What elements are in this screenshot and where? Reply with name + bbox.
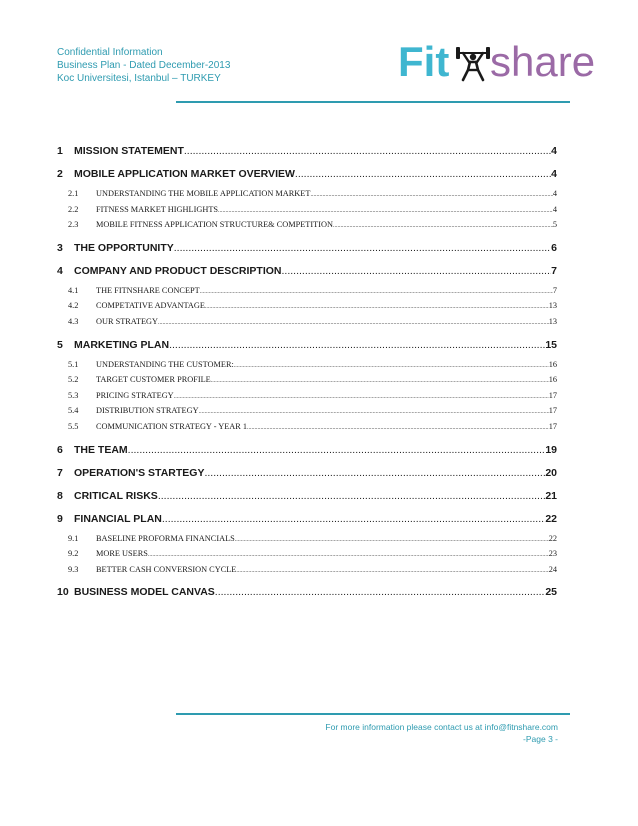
toc-entry-title: CRITICAL RISKS xyxy=(74,489,158,502)
toc-entry-number: 9.1 xyxy=(68,533,79,543)
toc-entry-number: 2.2 xyxy=(68,204,79,214)
toc-dot-leader xyxy=(158,316,549,332)
toc-entry-number: 4 xyxy=(57,264,63,277)
logo-share-text: share xyxy=(490,38,596,85)
toc-entry-page: 19 xyxy=(545,443,557,456)
header-line-business-plan: Business Plan - Dated December-2013 xyxy=(57,60,231,71)
toc-dot-leader xyxy=(200,285,553,301)
toc-entry-page: 7 xyxy=(551,264,557,277)
toc-entry-page: 21 xyxy=(545,489,557,502)
table-of-contents xyxy=(57,143,557,600)
toc-entry-page: 13 xyxy=(548,316,557,326)
toc-entry-page: 24 xyxy=(548,564,557,574)
toc-dot-leader xyxy=(169,337,545,353)
toc-entry-number: 4.1 xyxy=(68,285,79,295)
toc-entry-title: MISSION STATEMENT xyxy=(74,145,184,157)
toc-subentry[interactable] xyxy=(57,546,557,562)
toc-dot-leader xyxy=(211,374,549,390)
toc-entry-title: DISTRIBUTION STRATEGY xyxy=(96,406,199,416)
toc-entry-title: FINANCIAL PLAN xyxy=(74,512,162,525)
toc-entry-number: 5.1 xyxy=(68,359,79,369)
toc-dot-leader xyxy=(281,263,551,279)
toc-entry[interactable] xyxy=(57,337,557,353)
toc-dot-leader xyxy=(162,511,545,527)
toc-entry-page: 4 xyxy=(552,189,557,198)
toc-entry-page: 22 xyxy=(545,512,557,525)
toc-subentry[interactable] xyxy=(57,202,557,218)
toc-entry-page: 4 xyxy=(551,145,557,157)
header-divider xyxy=(176,101,570,103)
toc-entry-title: BASELINE PROFORMA FINANCIALS xyxy=(96,533,235,543)
toc-entry-page: 5 xyxy=(552,220,557,230)
toc-entry-number: 9.2 xyxy=(68,549,79,559)
toc-entry[interactable] xyxy=(57,584,557,600)
toc-subentry[interactable] xyxy=(57,186,557,202)
toc-entry-number: 1 xyxy=(57,145,63,157)
header-line-confidential: Confidential Information xyxy=(57,47,163,58)
toc-entry-title: BETTER CASH CONVERSION CYCLE xyxy=(96,564,237,574)
toc-entry-number: 6 xyxy=(57,443,63,456)
fitnshare-logo xyxy=(398,38,598,86)
toc-entry-title: COMPANY AND PRODUCT DESCRIPTION xyxy=(74,264,282,277)
page-number: -Page 3 - xyxy=(523,734,558,744)
toc-subentry[interactable] xyxy=(57,372,557,388)
weightlifter-icon xyxy=(455,42,491,82)
toc-dot-leader xyxy=(184,143,551,159)
toc-entry-title: MARKETING PLAN xyxy=(74,338,170,351)
toc-subentry[interactable] xyxy=(57,388,557,404)
toc-subentry[interactable] xyxy=(57,419,557,435)
toc-dot-leader xyxy=(235,533,549,549)
toc-entry-number: 4.3 xyxy=(68,316,79,326)
toc-dot-leader xyxy=(174,390,549,406)
toc-entry-title: UNDERSTANDING THE CUSTOMER: xyxy=(96,359,234,369)
toc-entry-page: 15 xyxy=(545,338,557,351)
toc-entry-title: MOBILE APPLICATION MARKET OVERVIEW xyxy=(74,168,295,180)
toc-entry-number: 5.2 xyxy=(68,375,79,385)
toc-dot-leader xyxy=(247,421,549,437)
toc-dot-leader xyxy=(236,564,548,580)
logo-fit-text: Fit xyxy=(398,38,450,85)
toc-entry-number: 2.3 xyxy=(68,220,79,230)
toc-entry[interactable] xyxy=(57,488,557,504)
toc-entry[interactable] xyxy=(57,511,557,527)
header-line-location: Koc Universitesi, Istanbul – TURKEY xyxy=(57,73,221,84)
toc-subentry[interactable] xyxy=(57,298,557,314)
toc-dot-leader xyxy=(204,465,545,481)
toc-subentry[interactable] xyxy=(57,403,557,419)
toc-subentry[interactable] xyxy=(57,283,557,299)
toc-entry-title: MORE USERS xyxy=(96,549,148,559)
toc-entry-number: 9 xyxy=(57,512,63,525)
toc-entry-title: BUSINESS MODEL CANVAS xyxy=(74,586,215,599)
toc-entry-number: 7 xyxy=(57,466,63,479)
toc-entry-number: 8 xyxy=(57,489,63,502)
toc-dot-leader xyxy=(158,488,546,504)
toc-entry-page: 4 xyxy=(551,168,557,180)
toc-entry-number: 3 xyxy=(57,241,63,254)
toc-dot-leader xyxy=(205,300,549,316)
toc-dot-leader xyxy=(333,219,553,235)
toc-entry-title: THE TEAM xyxy=(74,443,128,456)
footer-divider xyxy=(176,713,570,715)
header-info xyxy=(57,46,230,85)
toc-entry[interactable] xyxy=(57,442,557,458)
toc-entry-title: THE FITNSHARE CONCEPT xyxy=(96,285,200,295)
toc-subentry[interactable] xyxy=(57,531,557,547)
toc-entry-title: TARGET CUSTOMER PROFILE xyxy=(96,375,211,385)
toc-subentry[interactable] xyxy=(57,314,557,330)
toc-entry-title: MOBILE FITNESS APPLICATION STRUCTURE& COMPETITION xyxy=(96,220,333,230)
toc-subentry[interactable] xyxy=(57,357,557,373)
toc-entry[interactable] xyxy=(57,465,557,481)
toc-entry-title: THE OPPORTUNITY xyxy=(74,241,174,254)
toc-subentry[interactable] xyxy=(57,217,557,233)
toc-entry-title: PRICING STRATEGY xyxy=(96,390,174,400)
toc-entry-page: 22 xyxy=(548,533,557,543)
toc-subentry[interactable] xyxy=(57,562,557,578)
toc-dot-leader xyxy=(295,166,551,182)
toc-entry-title: OPERATION'S STARTEGY xyxy=(74,466,205,479)
toc-entry-title: FITNESS MARKET HIGHLIGHTS xyxy=(96,204,218,214)
toc-entry-page: 6 xyxy=(551,241,557,254)
toc-entry-number: 5 xyxy=(57,338,63,351)
toc-entry-title: COMPETATIVE ADVANTAGE xyxy=(96,301,205,311)
toc-entry-page: 17 xyxy=(548,390,557,400)
toc-entry-number: 2.1 xyxy=(68,189,79,198)
toc-entry-page: 16 xyxy=(548,359,557,369)
toc-entry-number: 5.5 xyxy=(68,421,79,431)
toc-entry-title: UNDERSTANDING THE MOBILE APPLICATION MARKET xyxy=(96,189,311,198)
toc-entry-title: OUR STRATEGY xyxy=(96,316,158,326)
toc-entry-page: 7 xyxy=(552,285,557,295)
toc-entry-number: 4.2 xyxy=(68,301,79,311)
toc-entry[interactable] xyxy=(57,263,557,279)
toc-entry-title: COMMUNICATION STRATEGY - YEAR 1 xyxy=(96,421,248,431)
toc-entry-number: 9.3 xyxy=(68,564,79,574)
toc-entry-page: 20 xyxy=(545,466,557,479)
toc-entry[interactable] xyxy=(57,143,557,159)
toc-entry-page: 4 xyxy=(552,204,557,214)
toc-entry-number: 5.4 xyxy=(68,406,79,416)
toc-dot-leader xyxy=(234,359,549,375)
toc-entry-number: 5.3 xyxy=(68,390,79,400)
toc-dot-leader xyxy=(199,405,549,421)
footer-contact: For more information please contact us at info@fitnshare.com xyxy=(325,722,558,732)
toc-entry-page: 17 xyxy=(548,406,557,416)
toc-entry-page: 23 xyxy=(548,549,557,559)
toc-dot-leader xyxy=(128,442,546,458)
toc-entry-page: 25 xyxy=(545,586,557,599)
toc-entry-number: 2 xyxy=(57,168,63,180)
toc-entry-page: 17 xyxy=(548,421,557,431)
toc-entry[interactable] xyxy=(57,240,557,256)
toc-entry-page: 16 xyxy=(548,375,557,385)
toc-entry[interactable] xyxy=(57,166,557,182)
toc-entry-number: 10 xyxy=(57,586,69,599)
toc-entry-page: 13 xyxy=(548,301,557,311)
toc-dot-leader xyxy=(215,584,546,600)
toc-dot-leader xyxy=(310,188,552,204)
toc-dot-leader xyxy=(174,240,551,256)
